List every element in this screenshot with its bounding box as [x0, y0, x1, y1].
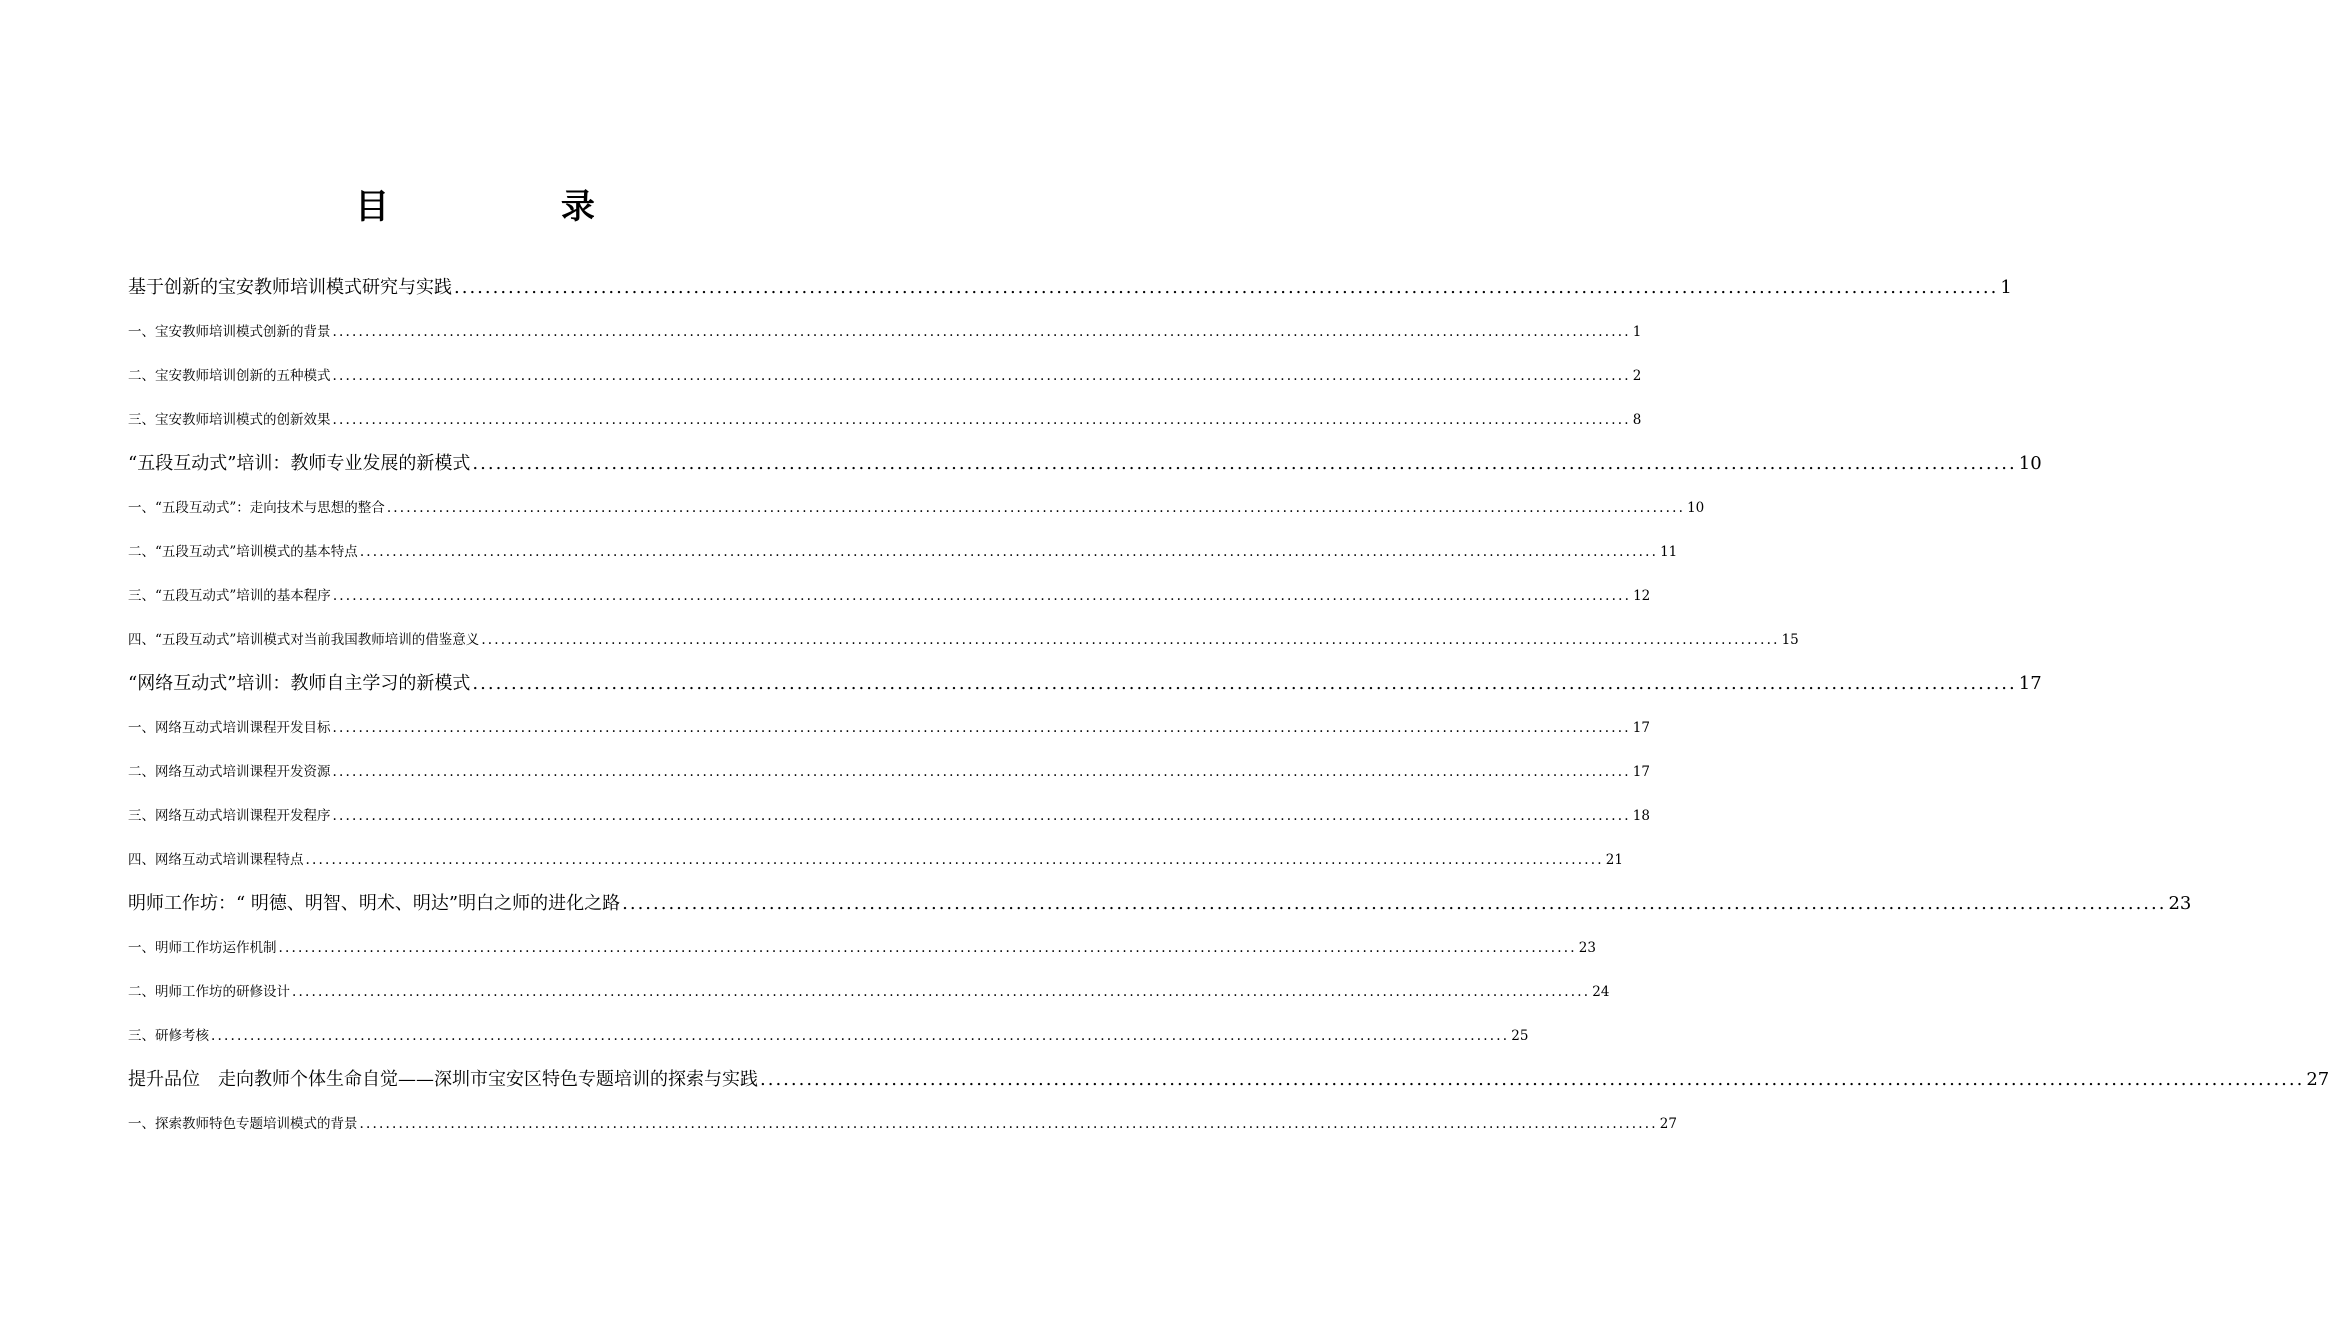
toc-chapter-entry[interactable] — [128, 662, 2042, 706]
toc-dot-leader: ........................................................................................................................................................................................................ — [332, 588, 1632, 604]
toc-dot-leader: ........................................................................................................................................................................................................ — [760, 1069, 2305, 1090]
toc-page-number: 27 — [2306, 1069, 2329, 1090]
toc-page-number: 25 — [1511, 1028, 1529, 1044]
toc-page-number: 17 — [2018, 673, 2042, 694]
toc-page-number: 8 — [1632, 412, 1642, 428]
toc-dot-leader: ........................................................................................................................................................................................................ — [454, 277, 1999, 298]
toc-dot-leader: ........................................................................................................................................................................................................ — [292, 984, 1591, 1000]
toc-entry-text: 三、研修考核 — [128, 1028, 209, 1044]
toc-section-entry[interactable] — [128, 354, 1642, 398]
toc-page-number: 15 — [1781, 632, 1799, 648]
toc-section-entry[interactable] — [128, 838, 1623, 882]
toc-section-entry[interactable] — [128, 1014, 1529, 1058]
toc-dot-leader: ........................................................................................................................................................................................................ — [481, 632, 1780, 648]
toc-entry-text: 三、“五段互动式”培训的基本程序 — [128, 588, 331, 604]
toc-page-number: 23 — [1578, 940, 1596, 956]
toc-entry-text: 一、宝安教师培训模式创新的背景 — [128, 324, 331, 340]
toc-page-number: 10 — [2018, 453, 2042, 474]
toc-section-entry[interactable] — [128, 530, 1678, 574]
toc-entry-text: 四、网络互动式培训课程特点 — [128, 852, 304, 868]
toc-entry-text: 一、网络互动式培训课程开发目标 — [128, 720, 331, 736]
toc-page-number: 23 — [2168, 893, 2192, 914]
toc-section-entry[interactable] — [128, 926, 1596, 970]
toc-entry-text: 一、“五段互动式”：走向技术与思想的整合 — [128, 500, 385, 516]
toc-section-entry[interactable] — [128, 310, 1642, 354]
toc-page-number: 17 — [1632, 764, 1650, 780]
toc-dot-leader: ........................................................................................................................................................................................................ — [332, 412, 1631, 428]
toc-chapter-entry[interactable] — [128, 1058, 2329, 1102]
toc-dot-leader: ........................................................................................................................................................................................................ — [472, 673, 2017, 694]
table-of-contents — [128, 258, 2329, 1146]
toc-title: 目 录 — [355, 187, 675, 227]
toc-dot-leader: ........................................................................................................................................................................................................ — [332, 368, 1631, 384]
toc-page-number: 1 — [2000, 277, 2012, 298]
toc-dot-leader: ........................................................................................................................................................................................................ — [332, 808, 1631, 824]
toc-page-number: 2 — [1632, 368, 1642, 384]
toc-entry-text: 二、网络互动式培训课程开发资源 — [128, 764, 331, 780]
toc-page-number: 11 — [1660, 544, 1678, 560]
toc-section-entry[interactable] — [128, 970, 1610, 1014]
toc-entry-text: 基于创新的宝安教师培训模式研究与实践 — [128, 277, 452, 298]
toc-section-entry[interactable] — [128, 1102, 1677, 1146]
toc-entry-text: 三、网络互动式培训课程开发程序 — [128, 808, 331, 824]
toc-page-number: 27 — [1659, 1116, 1677, 1132]
toc-entry-text: 一、探索教师特色专题培训模式的背景 — [128, 1116, 358, 1132]
toc-chapter-entry[interactable] — [128, 442, 2042, 486]
toc-section-entry[interactable] — [128, 574, 1651, 618]
toc-dot-leader: ........................................................................................................................................................................................................ — [305, 852, 1604, 868]
toc-page-number: 18 — [1632, 808, 1650, 824]
toc-page-number: 21 — [1605, 852, 1623, 868]
toc-dot-leader: ........................................................................................................................................................................................................ — [472, 453, 2017, 474]
toc-page-number: 1 — [1632, 324, 1642, 340]
toc-dot-leader: ........................................................................................................................................................................................................ — [359, 1116, 1658, 1132]
toc-dot-leader: ........................................................................................................................................................................................................ — [386, 500, 1686, 516]
toc-entry-text: 二、宝安教师培训创新的五种模式 — [128, 368, 331, 384]
toc-entry-text: 提升品位 走向教师个体生命自觉——深圳市宝安区特色专题培训的探索与实践 — [128, 1069, 758, 1090]
toc-chapter-entry[interactable] — [128, 882, 2192, 926]
toc-section-entry[interactable] — [128, 618, 1799, 662]
toc-section-entry[interactable] — [128, 398, 1642, 442]
toc-page-number: 12 — [1633, 588, 1651, 604]
toc-dot-leader: ........................................................................................................................................................................................................ — [211, 1028, 1510, 1044]
toc-section-entry[interactable] — [128, 794, 1650, 838]
toc-entry-text: “五段互动式”培训：教师专业发展的新模式 — [128, 453, 471, 474]
toc-page-number: 17 — [1632, 720, 1650, 736]
toc-entry-text: 四、“五段互动式”培训模式对当前我国教师培训的借鉴意义 — [128, 632, 480, 648]
toc-dot-leader: ........................................................................................................................................................................................................ — [278, 940, 1577, 956]
toc-dot-leader: ........................................................................................................................................................................................................ — [332, 764, 1631, 780]
toc-entry-text: 三、宝安教师培训模式的创新效果 — [128, 412, 331, 428]
toc-page-number: 24 — [1592, 984, 1610, 1000]
toc-chapter-entry[interactable] — [128, 266, 2012, 310]
toc-entry-text: “网络互动式”培训：教师自主学习的新模式 — [128, 673, 471, 694]
toc-section-entry[interactable] — [128, 486, 1705, 530]
toc-dot-leader: ........................................................................................................................................................................................................ — [622, 893, 2167, 914]
toc-entry-text: 明师工作坊：“ 明德、明智、明术、明达”明白之师的进化之路 — [128, 893, 621, 914]
toc-dot-leader: ........................................................................................................................................................................................................ — [332, 324, 1631, 340]
toc-dot-leader: ........................................................................................................................................................................................................ — [332, 720, 1631, 736]
toc-page-number: 10 — [1687, 500, 1705, 516]
toc-entry-text: 二、明师工作坊的研修设计 — [128, 984, 290, 1000]
toc-entry-text: 二、“五段互动式”培训模式的基本特点 — [128, 544, 358, 560]
toc-entry-text: 一、明师工作坊运作机制 — [128, 940, 277, 956]
toc-section-entry[interactable] — [128, 750, 1650, 794]
toc-dot-leader: ........................................................................................................................................................................................................ — [359, 544, 1659, 560]
toc-section-entry[interactable] — [128, 706, 1650, 750]
